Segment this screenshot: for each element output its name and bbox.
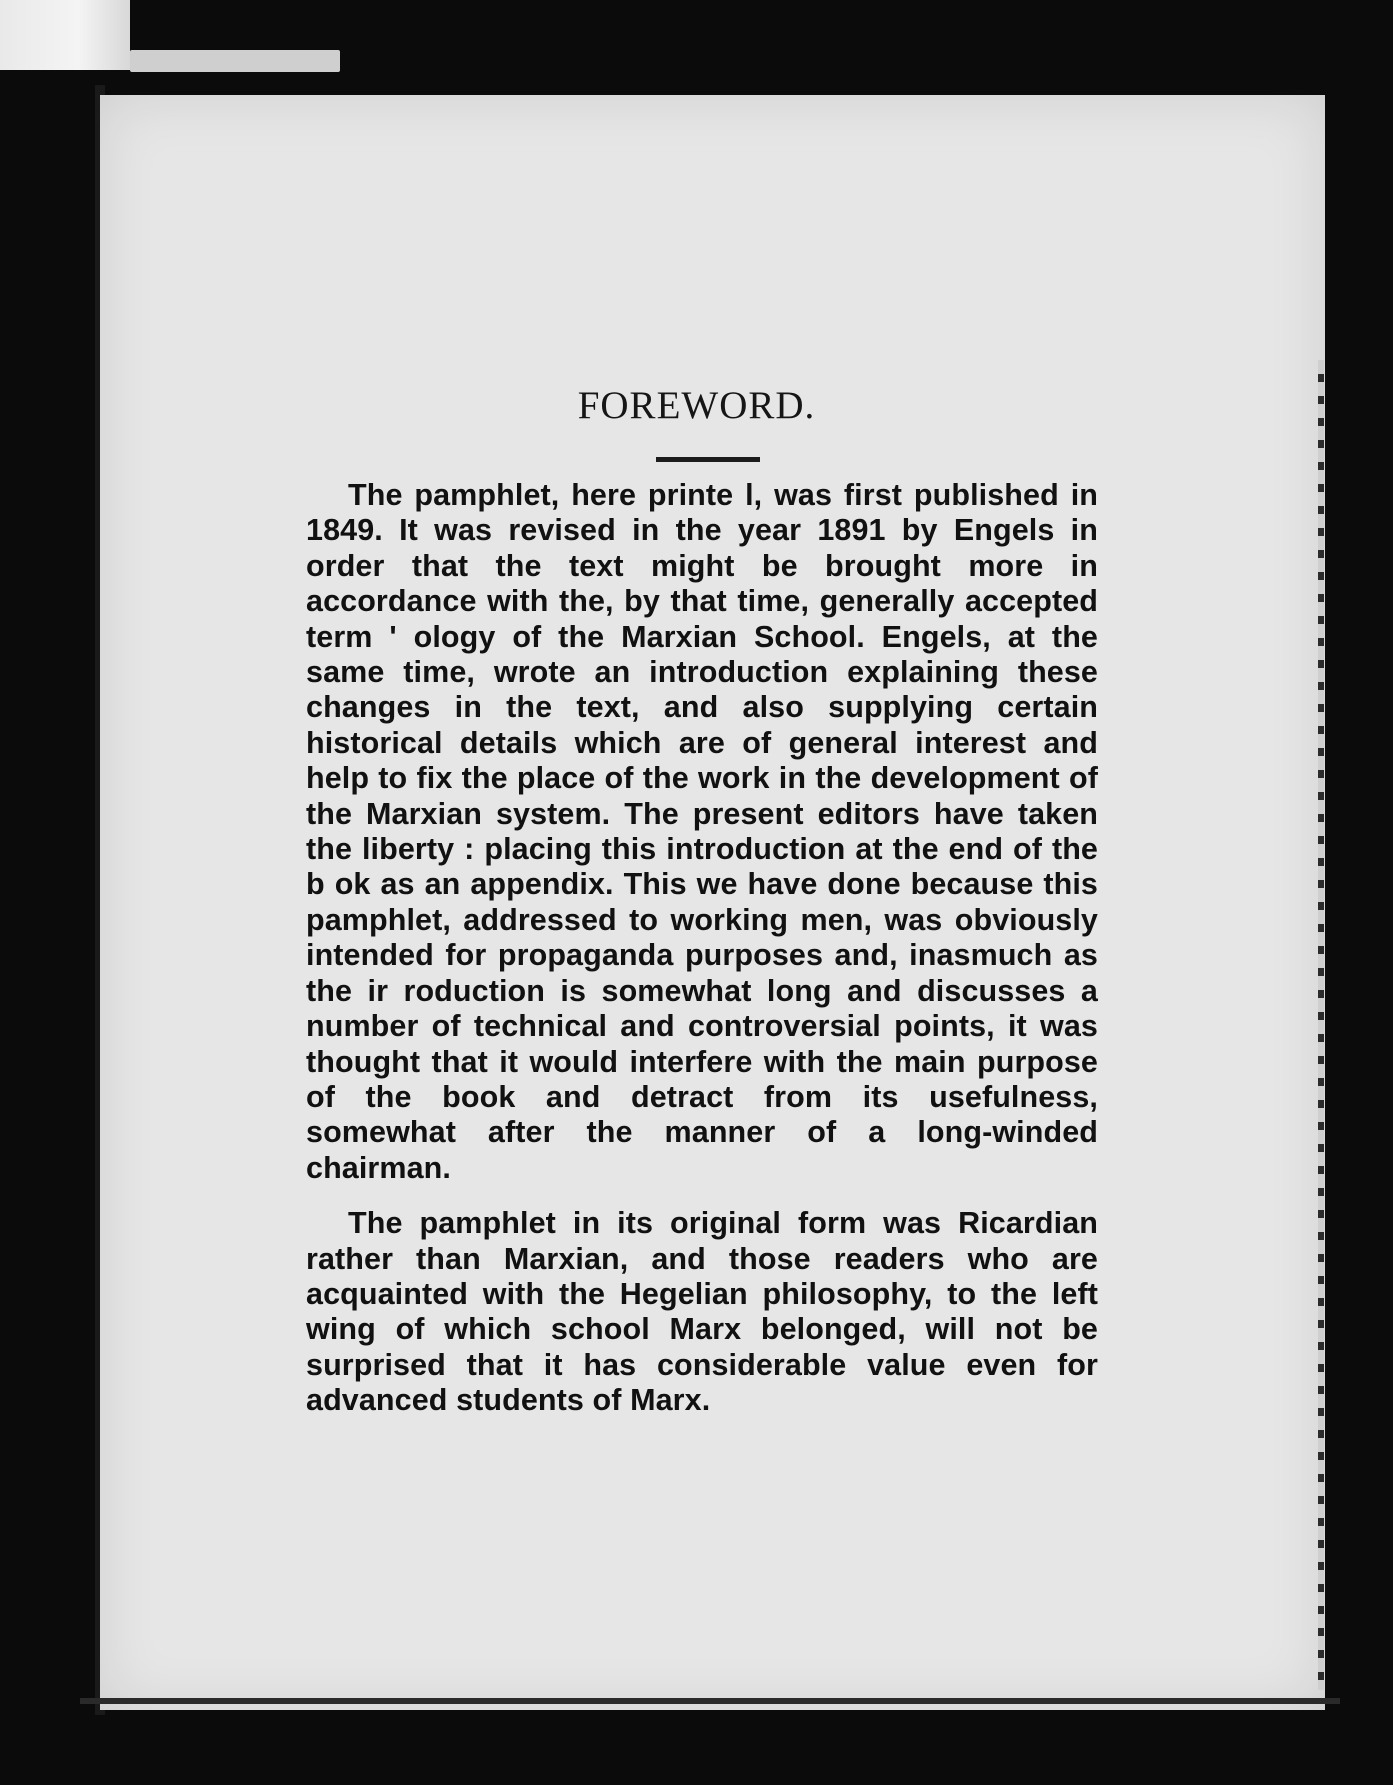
foreword-body xyxy=(306,478,1098,1419)
page-title: FOREWORD. xyxy=(577,384,816,427)
scan-tab-remnant xyxy=(0,0,130,70)
title-divider xyxy=(656,457,760,462)
page-bottom-edge xyxy=(80,1698,1340,1704)
scan-tab-bar xyxy=(130,50,340,72)
page-right-edge xyxy=(1318,360,1324,1690)
paragraph-2: The pamphlet in its original form was Ricardian rather than Marxian, and those readers who are acquainted with the Hegelian philosophy, to the left wing of which school Marx belonged, will not be surprised that it has considerable value even for advanced students of Marx. xyxy=(306,1206,1098,1418)
paragraph-1: The pamphlet, here printe l, was first published in 1849. It was revised in the year 1891 by Engels in order that the text might be brought more in accordance with the, by that time, generally accepted term ' ology of the Marxian School. Engels, at the same time, wrote an introduction explaining these changes in the text, and also supplying certain historical details which are of general interest and help to fix the place of the work in the development of the Marxian system. The present editors have taken the liberty : placing this introduction at the end of the b ok as an appendix. This we have done because this pamphlet, addressed to working men, was obviously intended for propaganda purposes and, inasmuch as the ir roduction is somewhat long and discusses a number of technical and controversial points, it was thought that it would interfere with the main purpose of the book and detract from its usefulness, somewhat after the manner of a long-winded chairman. xyxy=(306,478,1098,1185)
